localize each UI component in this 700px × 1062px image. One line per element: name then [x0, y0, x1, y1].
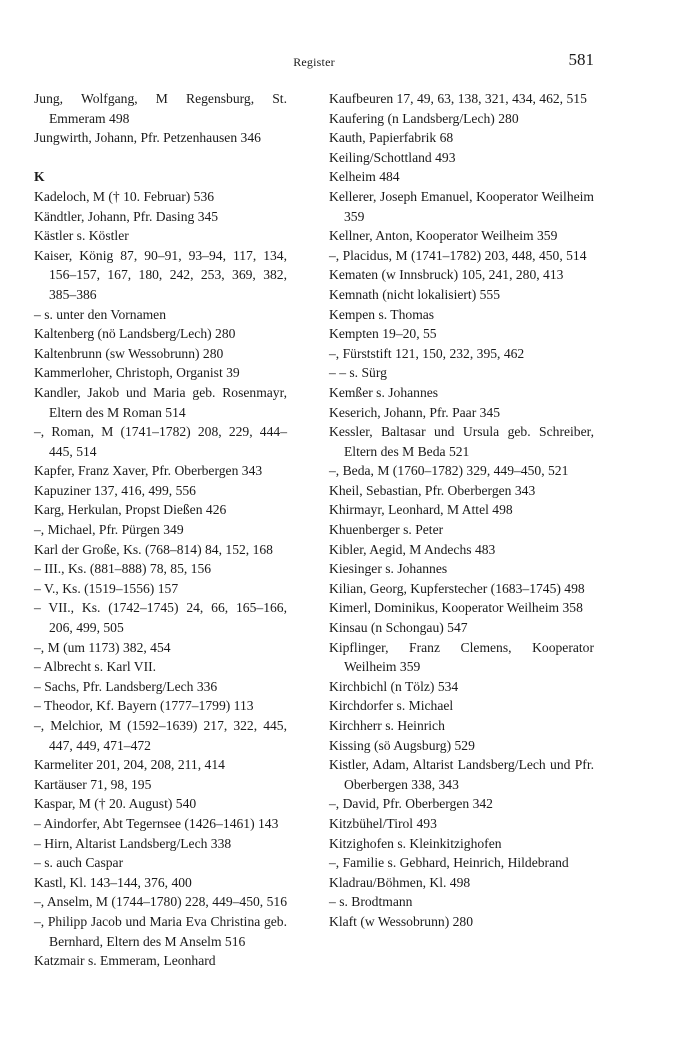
index-entry: – Hirn, Altarist Landsberg/Lech 338 — [34, 835, 232, 851]
index-entry: Kastl, Kl. 143–144, 376, 400 — [34, 874, 192, 890]
index-entry: Klaft (w Wessobrunn) 280 — [329, 913, 474, 929]
index-entry: – s. unter den Vornamen — [34, 306, 167, 322]
page-header — [34, 52, 594, 72]
index-entry: Jung, Wolfgang, M Regensburg, St. Emmeram 498 — [34, 91, 287, 126]
index-entry: Kitzbühel/Tirol 493 — [329, 815, 437, 831]
index-entry: Jungwirth, Johann, Pfr. Petzenhausen 346 — [34, 130, 261, 146]
index-entry: –, Melchior, M (1592–1639) 217, 322, 445, 447, 449, 471–472 — [34, 718, 287, 753]
index-entry: –, Fürststift 121, 150, 232, 395, 462 — [329, 345, 525, 361]
index-entry: Kartäuser 71, 98, 195 — [34, 776, 152, 792]
index-entry: –, Anselm, M (1744–1780) 228, 449–450, 516 — [34, 894, 287, 910]
index-entry: Kitzighofen s. Kleinkitzighofen — [329, 835, 502, 851]
index-entry: Kapuziner 137, 416, 499, 556 — [34, 482, 196, 498]
index-entry: – V., Ks. (1519–1556) 157 — [34, 580, 179, 596]
index-entry: Kirchherr s. Heinrich — [329, 718, 445, 733]
index-entry: Kaufering (n Landsberg/Lech) 280 — [329, 110, 519, 126]
index-entry: Kaiser, König 87, 90–91, 93–94, 117, 134, 156–157, 167, 180, 242, 253, 369, 382, 385–386 — [34, 247, 287, 302]
index-entry: Khuenberger s. Peter — [329, 522, 444, 538]
index-entry: – s. Brodtmann — [329, 894, 413, 910]
index-entry: Kellerer, Joseph Emanuel, Kooperator Weilheim 359 — [329, 188, 594, 224]
index-column-left — [34, 89, 287, 971]
index-entry: – III., Ks. (881–888) 78, 85, 156 — [34, 561, 212, 577]
index-entry: Kauth, Papierfabrik 68 — [329, 130, 454, 146]
index-entry: –, Roman, M (1741–1782) 208, 229, 444–445, 514 — [34, 424, 287, 459]
index-entry: –, Michael, Pfr. Pürgen 349 — [34, 522, 184, 538]
index-entry: –, M (um 1173) 382, 454 — [34, 639, 171, 655]
section-letter: K — [34, 169, 45, 185]
index-entry: Kammerloher, Christoph, Organist 39 — [34, 365, 240, 381]
index-entry: Karl der Große, Ks. (768–814) 84, 152, 168 — [34, 541, 273, 557]
index-entry: Katzmair s. Emmeram, Leonhard — [34, 953, 216, 969]
index-entry: Kaltenbrunn (sw Wessobrunn) 280 — [34, 345, 224, 361]
page-number: 581 — [568, 50, 594, 69]
index-entry: Kissing (sö Augsburg) 529 — [329, 737, 475, 753]
index-entry: Kandler, Jakob und Maria geb. Rosenmayr, Eltern des M Roman 514 — [34, 384, 287, 420]
index-entry: –, Beda, M (1760–1782) 329, 449–450, 521 — [329, 463, 569, 479]
index-entry: Kibler, Aegid, M Andechs 483 — [329, 541, 496, 557]
index-entry: Kemnath (nicht lokalisiert) 555 — [329, 286, 501, 302]
index-entry: – Aindorfer, Abt Tegernsee (1426–1461) 143 — [34, 815, 279, 831]
index-entry: Kempten 19–20, 55 — [329, 326, 437, 342]
index-entry: –, Philipp Jacob und Maria Eva Christina geb. Bernhard, Eltern des M Anselm 516 — [34, 913, 287, 949]
index-entry: Kellner, Anton, Kooperator Weilheim 359 — [329, 228, 558, 244]
index-entry: Khirmayr, Leonhard, M Attel 498 — [329, 502, 513, 518]
index-entry: Kistler, Adam, Altarist Landsberg/Lech und Pfr. Oberbergen 338, 343 — [329, 757, 594, 792]
index-entry: Kapfer, Franz Xaver, Pfr. Oberbergen 343 — [34, 463, 263, 479]
index-entry: Kästler s. Köstler — [34, 228, 129, 244]
index-entry: – Theodor, Kf. Bayern (1777–1799) 113 — [34, 698, 254, 714]
index-entry: Kilian, Georg, Kupferstecher (1683–1745) 498 — [329, 580, 585, 596]
index-entry: Kessler, Baltasar und Ursula geb. Schreiber, Eltern des M Beda 521 — [329, 424, 594, 459]
running-title: Register — [293, 55, 335, 69]
index-entry: – Sachs, Pfr. Landsberg/Lech 336 — [34, 678, 218, 694]
index-entry: –, Familie s. Gebhard, Heinrich, Hildebrand — [329, 855, 569, 871]
index-entry: – Albrecht s. Karl VII. — [34, 659, 157, 675]
index-entry: Keserich, Johann, Pfr. Paar 345 — [329, 404, 501, 420]
index-entry: – VII., Ks. (1742–1745) 24, 66, 165–166, 206, 499, 505 — [34, 600, 287, 636]
index-entry: Kemßer s. Johannes — [329, 384, 439, 400]
index-entry: Kempen s. Thomas — [329, 306, 435, 322]
index-entry: Kheil, Sebastian, Pfr. Oberbergen 343 — [329, 482, 536, 498]
index-entry: Kematen (w Innsbruck) 105, 241, 280, 413 — [329, 267, 564, 283]
index-entry: Kadeloch, M († 10. Februar) 536 — [34, 188, 215, 204]
index-entry: –, David, Pfr. Oberbergen 342 — [329, 796, 493, 812]
index-entry: Kirchbichl (n Tölz) 534 — [329, 678, 459, 694]
index-entry: Kelheim 484 — [329, 169, 400, 185]
index-entry: Karmeliter 201, 204, 208, 211, 414 — [34, 757, 225, 773]
index-entry: Kaltenberg (nö Landsberg/Lech) 280 — [34, 326, 236, 342]
index-entry: Kimerl, Dominikus, Kooperator Weilheim 358 — [329, 600, 583, 616]
index-entry: – – s. Sürg — [329, 365, 387, 381]
index-entry: –, Placidus, M (1741–1782) 203, 448, 450, 514 — [329, 247, 587, 263]
index-column-right — [329, 89, 594, 932]
index-entry: Kladrau/Böhmen, Kl. 498 — [329, 874, 471, 890]
index-entry: Kaspar, M († 20. August) 540 — [34, 796, 197, 812]
index-entry: Kaufbeuren 17, 49, 63, 138, 321, 434, 462, 515 — [329, 91, 587, 106]
index-entry: Karg, Herkulan, Propst Dießen 426 — [34, 502, 227, 518]
index-entry: Kändtler, Johann, Pfr. Dasing 345 — [34, 208, 219, 224]
index-entry: Kinsau (n Schongau) 547 — [329, 620, 468, 636]
index-entry: Kiesinger s. Johannes — [329, 561, 448, 577]
index-entry: Kipflinger, Franz Clemens, Kooperator Weilheim 359 — [329, 639, 594, 675]
index-entry: Kirchdorfer s. Michael — [329, 698, 454, 714]
index-entry: Keiling/Schottland 493 — [329, 149, 456, 165]
index-entry: – s. auch Caspar — [34, 855, 124, 871]
